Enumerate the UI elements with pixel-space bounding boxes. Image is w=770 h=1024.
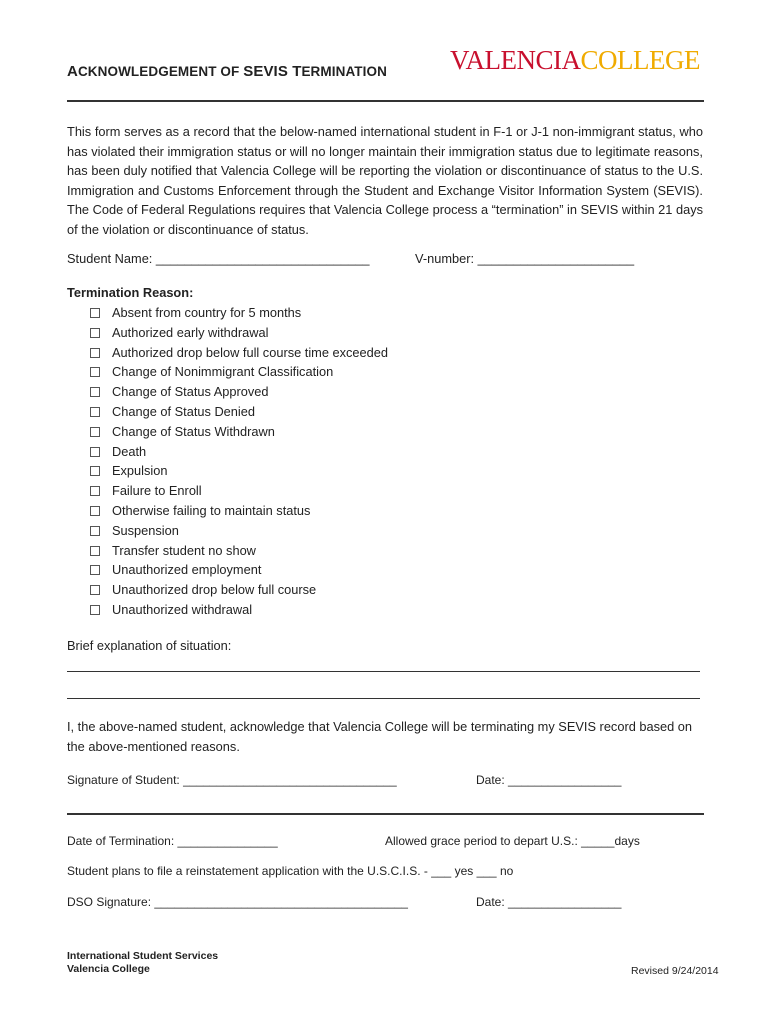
checkbox-icon[interactable]: [90, 348, 100, 358]
reason-item[interactable]: [90, 442, 388, 462]
reason-label: Absent from country for 5 months: [112, 305, 302, 320]
footer-revised-date: Revised 9/24/2014: [631, 965, 719, 977]
title-initial-a: A: [67, 63, 78, 80]
acknowledgement-paragraph: I, the above-named student, acknowledge that Valencia College will be terminating my SEVIS record based on the above-mentioned reasons.: [67, 719, 693, 754]
reinstatement-yes-blank[interactable]: ___: [431, 864, 452, 878]
vnumber-blank[interactable]: ______________________: [477, 251, 635, 266]
student-signature-field[interactable]: [67, 773, 397, 787]
reason-item[interactable]: [90, 402, 388, 422]
student-date-label: Date:: [476, 773, 509, 787]
footer-college-name: Valencia College: [67, 962, 150, 975]
explanation-line-1[interactable]: [67, 671, 700, 672]
reason-label: Suspension: [112, 522, 179, 538]
checkbox-icon[interactable]: [90, 486, 100, 496]
student-date-blank[interactable]: _________________: [508, 773, 622, 787]
explanation-label: Brief explanation of situation:: [67, 638, 232, 653]
valencia-college-logo: [450, 45, 700, 76]
reason-item[interactable]: [90, 501, 388, 521]
reason-label: Change of Status Withdrawn: [112, 423, 275, 439]
checkbox-icon[interactable]: [90, 367, 100, 377]
dso-signature-label: DSO Signature:: [67, 895, 155, 909]
reason-label: Authorized drop below full course time exceeded: [112, 344, 389, 360]
reason-label: Failure to Enroll: [112, 483, 202, 499]
logo-college: COLLEGE: [580, 45, 700, 75]
header-rule: [67, 100, 704, 102]
logo-valencia: VALENCIA: [450, 45, 581, 75]
termination-date-blank[interactable]: _______________: [177, 834, 278, 848]
student-date-field[interactable]: [476, 773, 621, 787]
grace-period-field[interactable]: [385, 834, 640, 848]
reinstatement-no-blank[interactable]: ___: [476, 864, 497, 878]
grace-period-unit: days: [614, 834, 640, 848]
dso-date-field[interactable]: [476, 895, 621, 909]
checkbox-icon[interactable]: [90, 328, 100, 338]
intro-paragraph: This form serves as a record that the below-named international student in F-1 or J-1 non-immigrant status, who has violated their immigration status or will no longer maintain their immigration status due to legitimate reasons, has been duly notified that Valencia College will be reporting the violation or discontinuance of status to the U.S. Immigration and Customs Enforcement through the Student and Exchange Visitor Information System (SEVIS). The Code of Federal Regulations requires that Valencia College process a “termination” in SEVIS within 21 days of the violation or discontinuance of status.: [67, 124, 703, 237]
title-text-2: ERMINATION: [301, 64, 387, 79]
reason-label: Death: [112, 443, 147, 459]
vnumber-label: V-number:: [415, 251, 478, 266]
vnumber-field[interactable]: [415, 251, 634, 266]
checkbox-icon[interactable]: [90, 546, 100, 556]
title-sevis: SEVIS: [243, 63, 288, 80]
checkbox-icon[interactable]: [90, 466, 100, 476]
checkbox-icon[interactable]: [90, 407, 100, 417]
reason-item[interactable]: [90, 382, 388, 402]
termination-date-field[interactable]: [67, 834, 278, 848]
grace-period-blank[interactable]: _____: [581, 834, 615, 848]
reason-item[interactable]: [90, 323, 388, 343]
reason-item[interactable]: [90, 481, 388, 501]
checkbox-icon[interactable]: [90, 526, 100, 536]
reason-label: Unauthorized drop below full course: [112, 582, 317, 598]
reason-label: Transfer student no show: [112, 542, 256, 558]
office-section-rule: [67, 813, 704, 815]
reason-item[interactable]: [90, 303, 388, 323]
dso-signature-blank[interactable]: ______________________________________: [154, 895, 408, 909]
student-name-field[interactable]: [67, 251, 369, 266]
checkbox-icon[interactable]: [90, 308, 100, 318]
checkbox-icon[interactable]: [90, 565, 100, 575]
reason-label: Expulsion: [112, 463, 168, 479]
checkbox-icon[interactable]: [90, 427, 100, 437]
reason-item[interactable]: [90, 580, 388, 600]
dso-date-label: Date:: [476, 895, 509, 909]
reinstatement-no-label: no: [496, 864, 514, 878]
reason-label: Change of Nonimmigrant Classification: [112, 364, 334, 380]
student-name-blank[interactable]: ______________________________: [155, 251, 370, 266]
dso-date-blank[interactable]: _________________: [508, 895, 622, 909]
title-initial-t: T: [287, 63, 302, 80]
reason-label: Authorized early withdrawal: [112, 324, 269, 340]
reason-label: Change of Status Approved: [112, 384, 269, 400]
explanation-line-2[interactable]: [67, 698, 700, 699]
checkbox-icon[interactable]: [90, 605, 100, 615]
footer-dept-name: International Student Services: [67, 950, 219, 962]
checkbox-icon[interactable]: [90, 387, 100, 397]
reason-item[interactable]: [90, 362, 388, 382]
student-name-label: Student Name:: [67, 251, 156, 266]
footer-department: [67, 950, 218, 975]
reason-item[interactable]: [90, 600, 388, 620]
reason-item[interactable]: [90, 541, 388, 561]
reason-label: Unauthorized withdrawal: [112, 601, 253, 617]
reason-label: Change of Status Denied: [112, 403, 255, 419]
reason-item[interactable]: [90, 343, 388, 363]
grace-period-label: Allowed grace period to depart U.S.:: [385, 834, 582, 848]
reinstatement-field: [67, 864, 513, 878]
termination-reason-heading: Termination Reason:: [67, 285, 194, 300]
reason-item[interactable]: [90, 521, 388, 541]
dso-signature-field[interactable]: [67, 895, 408, 909]
checkbox-icon[interactable]: [90, 506, 100, 516]
reason-item[interactable]: [90, 461, 388, 481]
termination-reason-list: [90, 303, 388, 620]
termination-date-label: Date of Termination:: [67, 834, 178, 848]
title-text-1: CKNOWLEDGEMENT OF: [77, 64, 244, 79]
checkbox-icon[interactable]: [90, 447, 100, 457]
reinstatement-yes-label: yes: [451, 864, 477, 878]
reinstatement-text: Student plans to file a reinstatement application with the U.S.C.I.S. -: [67, 864, 432, 878]
reason-item[interactable]: [90, 422, 388, 442]
student-signature-blank[interactable]: ________________________________: [183, 773, 397, 787]
reason-label: Unauthorized employment: [112, 562, 262, 578]
checkbox-icon[interactable]: [90, 585, 100, 595]
student-signature-label: Signature of Student:: [67, 773, 184, 787]
reason-item[interactable]: [90, 560, 388, 580]
form-title: [67, 63, 387, 80]
reason-label: Otherwise failing to maintain status: [112, 502, 311, 518]
